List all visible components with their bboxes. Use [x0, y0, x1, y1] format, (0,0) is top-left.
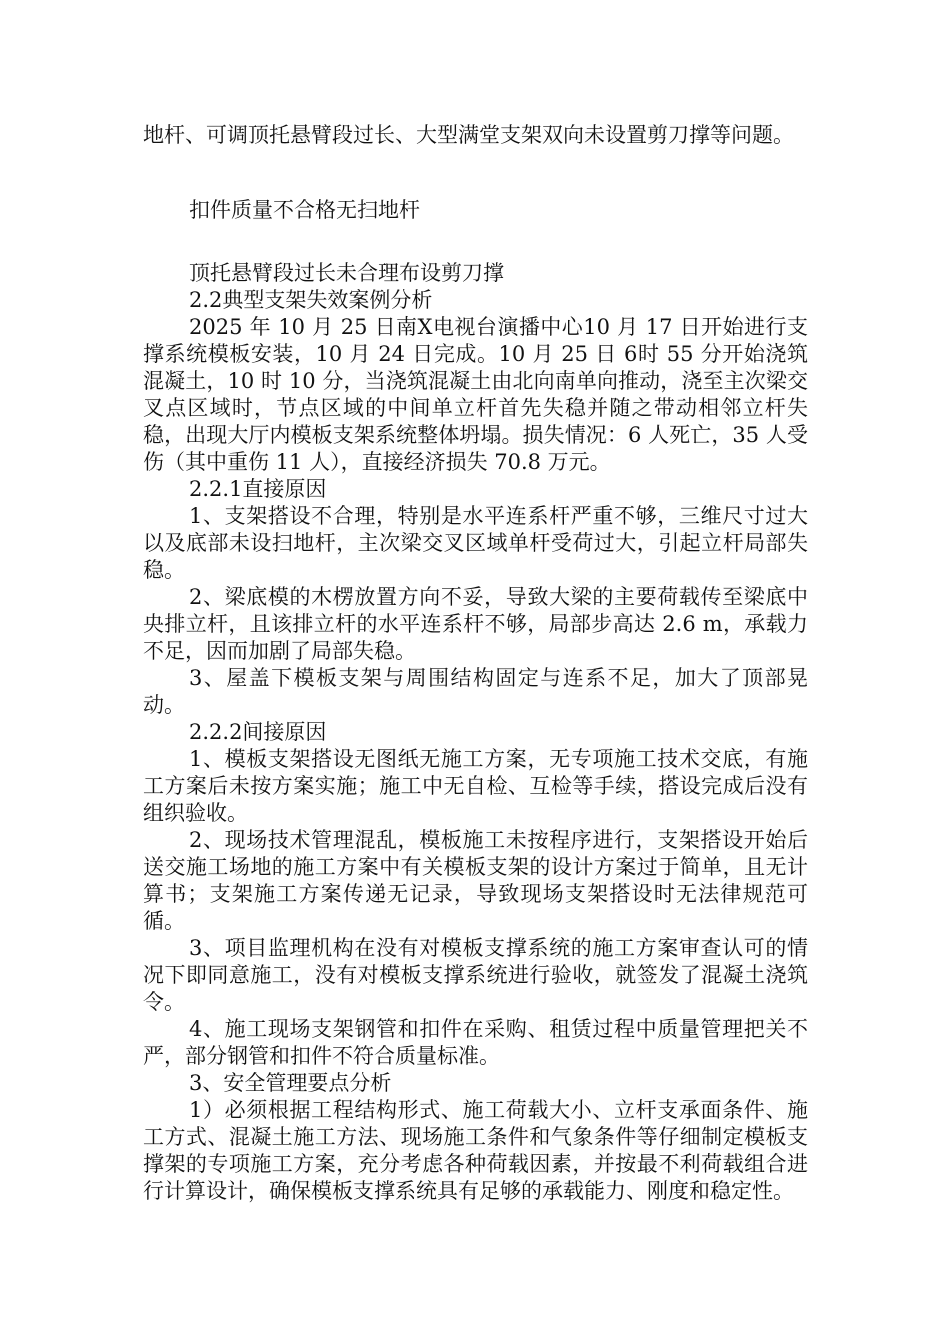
- image-caption-1: 扣件质量不合格无扫地杆: [189, 198, 420, 222]
- direct-cause-3: 3、屋盖下模板支架与周围结构固定与连系不足，加大了顶部晃动。: [143, 666, 808, 717]
- indirect-cause-2: 2、现场技术管理混乱，模板施工未按程序进行，支架搭设开始后送交施工场地的施工方案中有关模板支架的设计方案过于简单，且无计算书；支架施工方案传递无记录，导致现场支架搭设时无法律规范可循。: [143, 828, 808, 933]
- image-caption-2: 顶托悬臂段过长未合理布设剪刀撑: [189, 261, 504, 285]
- section-heading-3: 3、安全管理要点分析: [189, 1071, 392, 1095]
- indirect-cause-1: 1、模板支架搭设无图纸无施工方案，无专项施工技术交底，有施工方案后未按方案实施；施工中无自检、互检等手续，搭设完成后没有组织验收。: [143, 747, 808, 825]
- section-heading-2-2: 2.2典型支架失效案例分析: [189, 288, 433, 312]
- document-page: [143, 122, 808, 1205]
- direct-cause-2: 2、梁底模的木楞放置方向不妥，导致大梁的主要荷载传至梁底中央排立杆，且该排立杆的水平连系杆不够，局部步高达 2.6 m，承载力不足，因而加剧了局部失稳。: [143, 585, 808, 663]
- paragraph-continuation: 地杆、可调顶托悬臂段过长、大型满堂支架双向未设置剪刀撑等问题。: [143, 123, 794, 147]
- indirect-cause-4: 4、施工现场支架钢管和扣件在采购、租赁过程中质量管理把关不严，部分钢管和扣件不符合质量标准。: [143, 1017, 808, 1068]
- spacer: [143, 149, 808, 197]
- section-heading-2-2-2: 2.2.2间接原因: [189, 720, 327, 744]
- indirect-cause-3: 3、项目监理机构在没有对模板支撑系统的施工方案审查认可的情况下即同意施工，没有对模板支撑系统进行验收，就签发了混凝土浇筑令。: [143, 936, 808, 1014]
- paragraph-case-description: 2025 年 10 月 25 日南X电视台演播中心10 月 17 日开始进行支撑系统模板安装，10 月 24 日完成。10 月 25 日 6时 55 分开始浇筑混凝土，10 时 10 分，当浇筑混凝土由北向南单向推动，浇至主次梁交叉点区域时，节点区域的中间单立杆首先失稳并随之带动相邻立杆失稳，出现大厅内模板支架系统整体坍塌。损失情况：6 人死亡，35 人受伤（其中重伤 11 人），直接经济损失 70.8 万元。: [143, 315, 808, 474]
- direct-cause-1: 1、支架搭设不合理，特别是水平连系杆严重不够，三维尺寸过大以及底部未设扫地杆，主次梁交叉区域单杆受荷过大，引起立杆局部失稳。: [143, 504, 808, 582]
- section-heading-2-2-1: 2.2.1直接原因: [189, 477, 327, 501]
- spacer: [143, 224, 808, 260]
- safety-point-1: 1）必须根据工程结构形式、施工荷载大小、立杆支承面条件、施工方式、混凝土施工方法、现场施工条件和气象条件等仔细制定模板支撑架的专项施工方案，充分考虑各种荷载因素，并按最不利荷载组合进行计算设计，确保模板支撑系统具有足够的承载能力、刚度和稳定性。: [143, 1098, 808, 1203]
